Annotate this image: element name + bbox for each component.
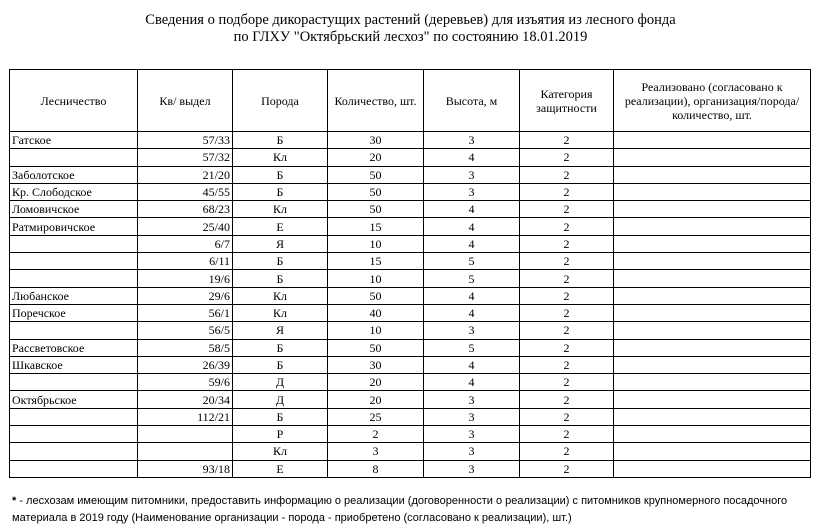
cell-category: 2 <box>520 166 614 183</box>
cell-quarter <box>138 426 233 443</box>
cell-height: 3 <box>424 166 520 183</box>
cell-quarter: 6/11 <box>138 253 233 270</box>
cell-quarter: 57/32 <box>138 149 233 166</box>
cell-forestry <box>10 253 138 270</box>
title-line-1: Сведения о подборе дикорастущих растений (деревьев) для изъятия из лесного фонда <box>145 12 676 28</box>
table-row <box>10 408 811 425</box>
cell-realized <box>614 356 811 373</box>
footnote <box>12 493 812 527</box>
table-row <box>10 201 811 218</box>
cell-quarter: 93/18 <box>138 460 233 477</box>
table-row <box>10 426 811 443</box>
cell-forestry: Шкавское <box>10 356 138 373</box>
cell-category: 2 <box>520 374 614 391</box>
cell-species: Кл <box>233 287 328 304</box>
table-row <box>10 356 811 373</box>
cell-species: Я <box>233 235 328 252</box>
cell-category: 2 <box>520 443 614 460</box>
cell-realized <box>614 287 811 304</box>
cell-quarter: 58/5 <box>138 339 233 356</box>
header-realized: Реализовано (согласовано к реализации), организация/порода/количество, шт. <box>614 70 811 132</box>
cell-species: Б <box>233 132 328 149</box>
table-row <box>10 132 811 149</box>
cell-quarter: 20/34 <box>138 391 233 408</box>
cell-quarter: 112/21 <box>138 408 233 425</box>
cell-forestry <box>10 460 138 477</box>
cell-category: 2 <box>520 391 614 408</box>
title-line-2: по ГЛХУ "Октябрьский лесхоз" по состоянию 18.01.2019 <box>233 29 588 45</box>
cell-category: 2 <box>520 132 614 149</box>
cell-height: 4 <box>424 287 520 304</box>
cell-quantity: 8 <box>328 460 424 477</box>
cell-realized <box>614 374 811 391</box>
cell-category: 2 <box>520 235 614 252</box>
cell-realized <box>614 322 811 339</box>
cell-height: 3 <box>424 391 520 408</box>
cell-quarter <box>138 443 233 460</box>
cell-height: 3 <box>424 408 520 425</box>
table-row <box>10 391 811 408</box>
cell-category: 2 <box>520 253 614 270</box>
cell-height: 3 <box>424 322 520 339</box>
cell-species: Кл <box>233 443 328 460</box>
cell-height: 4 <box>424 201 520 218</box>
cell-height: 5 <box>424 339 520 356</box>
cell-forestry <box>10 235 138 252</box>
cell-quantity: 20 <box>328 149 424 166</box>
cell-species: Б <box>233 408 328 425</box>
cell-forestry: Ратмировичское <box>10 218 138 235</box>
table-row <box>10 235 811 252</box>
cell-forestry <box>10 426 138 443</box>
cell-height: 5 <box>424 253 520 270</box>
document-title <box>0 12 821 46</box>
cell-height: 4 <box>424 304 520 321</box>
cell-species: Кл <box>233 201 328 218</box>
table-row <box>10 287 811 304</box>
cell-realized <box>614 460 811 477</box>
cell-realized <box>614 235 811 252</box>
cell-quarter: 59/6 <box>138 374 233 391</box>
cell-quantity: 10 <box>328 235 424 252</box>
cell-forestry: Заболотское <box>10 166 138 183</box>
cell-forestry <box>10 149 138 166</box>
cell-category: 2 <box>520 339 614 356</box>
cell-quantity: 3 <box>328 443 424 460</box>
cell-realized <box>614 253 811 270</box>
footnote-text: - лесхозам имеющим питомники, предоставить информацию о реализации (договоренности о реализации) с питомников крупномерного посадочного материала в 2019 году (Наименование организации - порода - приобретено (согласовано к реализации), шт.) <box>12 495 788 524</box>
cell-forestry: Ломовичское <box>10 201 138 218</box>
cell-species: Кл <box>233 304 328 321</box>
cell-realized <box>614 166 811 183</box>
table-row <box>10 253 811 270</box>
cell-height: 4 <box>424 218 520 235</box>
header-height: Высота, м <box>424 70 520 132</box>
cell-quarter: 6/7 <box>138 235 233 252</box>
cell-realized <box>614 149 811 166</box>
header-species: Порода <box>233 70 328 132</box>
cell-height: 4 <box>424 149 520 166</box>
cell-quantity: 25 <box>328 408 424 425</box>
cell-quantity: 10 <box>328 322 424 339</box>
cell-realized <box>614 132 811 149</box>
table-row <box>10 149 811 166</box>
cell-height: 3 <box>424 132 520 149</box>
cell-category: 2 <box>520 460 614 477</box>
cell-forestry: Поречское <box>10 304 138 321</box>
cell-species: Д <box>233 391 328 408</box>
cell-quantity: 15 <box>328 253 424 270</box>
cell-category: 2 <box>520 183 614 200</box>
cell-height: 4 <box>424 235 520 252</box>
footnote-mark: * <box>12 495 17 507</box>
cell-forestry: Октябрьское <box>10 391 138 408</box>
cell-forestry: Гатское <box>10 132 138 149</box>
cell-quarter: 21/20 <box>138 166 233 183</box>
table-row <box>10 270 811 287</box>
table-row <box>10 183 811 200</box>
table-row <box>10 322 811 339</box>
cell-height: 3 <box>424 443 520 460</box>
cell-forestry: Любанское <box>10 287 138 304</box>
table-row <box>10 304 811 321</box>
table-row <box>10 374 811 391</box>
cell-species: Е <box>233 218 328 235</box>
cell-height: 4 <box>424 374 520 391</box>
cell-height: 5 <box>424 270 520 287</box>
cell-species: Б <box>233 270 328 287</box>
cell-quarter: 26/39 <box>138 356 233 373</box>
cell-category: 2 <box>520 287 614 304</box>
cell-realized <box>614 183 811 200</box>
cell-quantity: 2 <box>328 426 424 443</box>
cell-forestry <box>10 374 138 391</box>
cell-quantity: 50 <box>328 339 424 356</box>
cell-quantity: 50 <box>328 183 424 200</box>
cell-quantity: 15 <box>328 218 424 235</box>
cell-realized <box>614 408 811 425</box>
cell-realized <box>614 339 811 356</box>
cell-species: Б <box>233 253 328 270</box>
cell-quarter: 57/33 <box>138 132 233 149</box>
table-row <box>10 460 811 477</box>
cell-quantity: 50 <box>328 201 424 218</box>
cell-forestry <box>10 270 138 287</box>
cell-species: Б <box>233 166 328 183</box>
cell-quarter: 68/23 <box>138 201 233 218</box>
cell-category: 2 <box>520 201 614 218</box>
cell-quantity: 50 <box>328 287 424 304</box>
cell-species: Б <box>233 339 328 356</box>
table-body <box>10 132 811 478</box>
cell-species: Р <box>233 426 328 443</box>
cell-forestry: Рассветовское <box>10 339 138 356</box>
cell-quarter: 56/5 <box>138 322 233 339</box>
header-forestry: Лесничество <box>10 70 138 132</box>
cell-category: 2 <box>520 356 614 373</box>
cell-forestry <box>10 443 138 460</box>
cell-quarter: 45/55 <box>138 183 233 200</box>
cell-forestry <box>10 408 138 425</box>
cell-category: 2 <box>520 426 614 443</box>
cell-realized <box>614 304 811 321</box>
header-category: Категория защитности <box>520 70 614 132</box>
cell-height: 3 <box>424 460 520 477</box>
cell-species: Кл <box>233 149 328 166</box>
cell-quantity: 20 <box>328 391 424 408</box>
cell-height: 3 <box>424 426 520 443</box>
cell-category: 2 <box>520 149 614 166</box>
cell-species: Б <box>233 183 328 200</box>
table-row <box>10 339 811 356</box>
cell-realized <box>614 270 811 287</box>
header-quarter: Кв/ выдел <box>138 70 233 132</box>
cell-realized <box>614 443 811 460</box>
cell-quarter: 29/6 <box>138 287 233 304</box>
cell-species: Д <box>233 374 328 391</box>
cell-category: 2 <box>520 218 614 235</box>
cell-forestry <box>10 322 138 339</box>
cell-height: 3 <box>424 183 520 200</box>
trees-table <box>9 69 811 478</box>
cell-species: Я <box>233 322 328 339</box>
header-row <box>10 70 811 132</box>
cell-realized <box>614 218 811 235</box>
table-row <box>10 166 811 183</box>
cell-category: 2 <box>520 408 614 425</box>
cell-realized <box>614 391 811 408</box>
cell-quantity: 50 <box>328 166 424 183</box>
cell-species: Б <box>233 356 328 373</box>
header-quantity: Количество, шт. <box>328 70 424 132</box>
cell-forestry: Кр. Слободское <box>10 183 138 200</box>
cell-quarter: 25/40 <box>138 218 233 235</box>
cell-quarter: 19/6 <box>138 270 233 287</box>
table-row <box>10 443 811 460</box>
cell-category: 2 <box>520 304 614 321</box>
cell-quantity: 40 <box>328 304 424 321</box>
cell-height: 4 <box>424 356 520 373</box>
cell-realized <box>614 201 811 218</box>
cell-quantity: 30 <box>328 356 424 373</box>
cell-quarter: 56/1 <box>138 304 233 321</box>
cell-quantity: 10 <box>328 270 424 287</box>
cell-quantity: 30 <box>328 132 424 149</box>
cell-category: 2 <box>520 270 614 287</box>
cell-realized <box>614 426 811 443</box>
cell-species: Е <box>233 460 328 477</box>
table-row <box>10 218 811 235</box>
cell-quantity: 20 <box>328 374 424 391</box>
cell-category: 2 <box>520 322 614 339</box>
